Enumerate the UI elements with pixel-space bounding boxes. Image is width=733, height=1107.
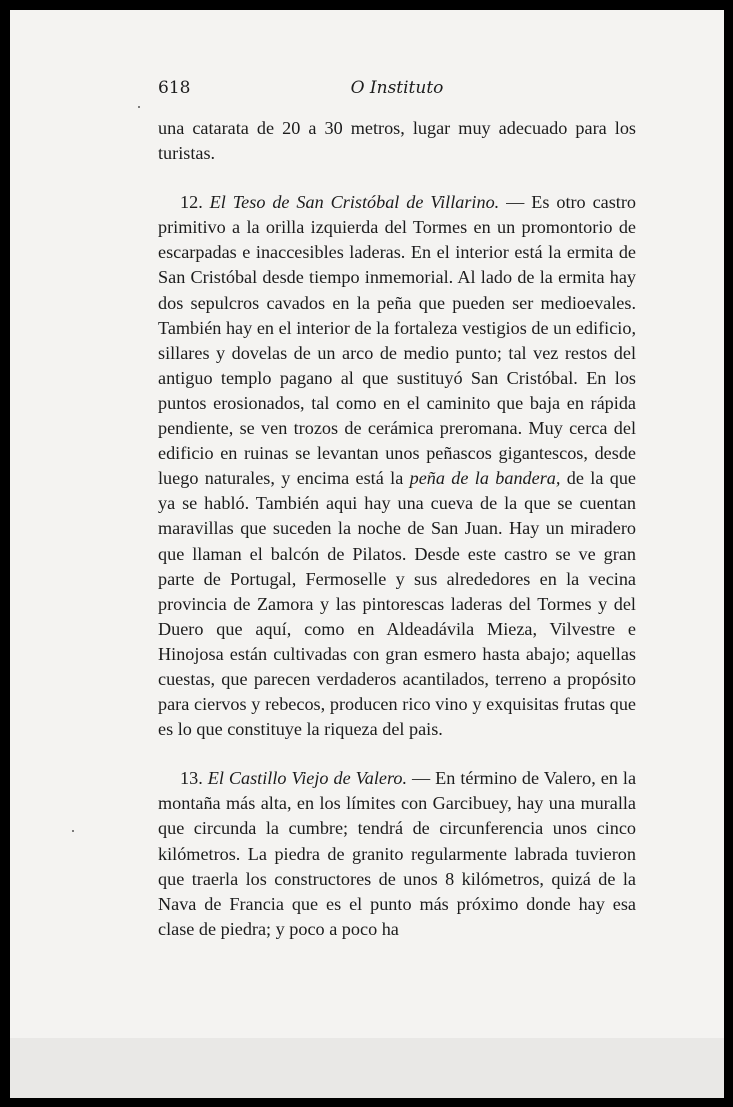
paragraph-section-13 — [158, 766, 636, 942]
page-number: 618 — [158, 78, 191, 98]
paragraph-text: de la que ya se habló. También aqui hay una cueva de la que se cuentan maravillas que suceden la noche de San Juan. Hay un miradero que llaman el balcón de Pilatos. Desde este castro se ve gran parte de Portugal, Fermoselle y sus alrededores en la vecina provincia de Zamora y las pintorescas laderas del Tormes y del Duero que aquí, como en Aldeadávila Mieza, Vilvestre e Hinojosa están cultivadas con gran esmero hasta abajo; aquellas cuestas, que parecen verdaderos acantilados, terreno a propósito para ciervos y rebecos, producen rico vino y exquisitas frutas que es lo que constituye la riqueza del pais. — [158, 468, 637, 740]
page-bottom-margin — [10, 1038, 724, 1098]
section-title: El Teso de San Cristóbal de Villarino. — [209, 192, 500, 213]
section-number: 13. — [180, 768, 203, 789]
document-page — [10, 10, 724, 1098]
margin-speck — [138, 106, 140, 108]
margin-speck — [72, 830, 74, 832]
section-number: 12. — [180, 192, 203, 213]
paragraph-section-12 — [158, 190, 636, 742]
section-title: El Castillo Viejo de Valero. — [207, 768, 408, 789]
emphasized-phrase: peña de la bandera, — [409, 468, 561, 489]
paragraph-text: — En término de Valero, en la montaña más alta, en los límites con Garcibuey, hay una muralla que circunda la cumbre; tendrá de circunferencia unos cinco kilómetros. La piedra de granito regularmente labrada tuvieron que traerla los constructores de unos 8 kilómetros, quizá de la Nava de Francia que es el punto más próximo donde hay esa clase de piedra; y poco a poco ha — [158, 768, 637, 939]
body-text — [158, 116, 636, 942]
paragraph-text: — Es otro castro primitivo a la orilla izquierda del Tormes en un promontorio de escarpadas e inaccesibles laderas. En el interior está la ermita de San Cristóbal desde tiempo inmemorial. Al lado de la ermita hay dos sepulcros cavados en la peña que pueden ser medioevales. También hay en el interior de la fortaleza vestigios de un edificio, sillares y dovelas de un arco de medio punto; tal vez restos del antiguo templo pagano al que sustituyó San Cristóbal. En los puntos erosionados, tal como en el caminito que baja en rápida pendiente, se ven trozos de cerámica preromana. Muy cerca del edificio en ruinas se levantan unos peñascos gigantescos, desde luego naturales, y encima está la — [158, 192, 636, 489]
paragraph-text: una catarata de 20 a 30 metros, lugar muy adecuado para los turistas. — [158, 118, 636, 164]
page-header — [158, 78, 636, 104]
running-title: O Instituto — [350, 78, 444, 98]
paragraph-continuation — [158, 116, 636, 166]
